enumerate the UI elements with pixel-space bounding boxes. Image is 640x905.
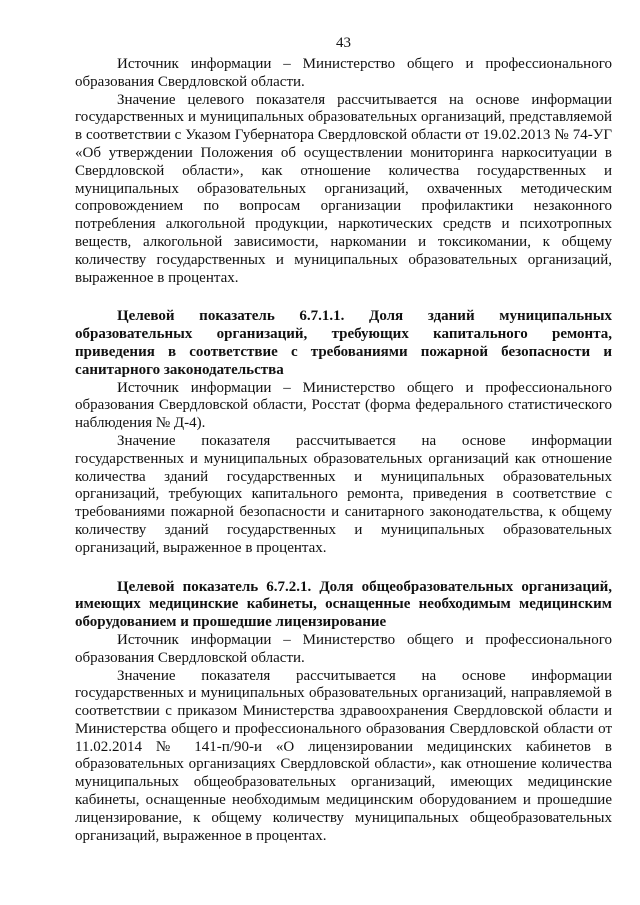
section2-heading: Целевой показатель 6.7.1.1. Доля зданий муниципальных образовательных организаций, требующих капитального ремонта, приведения в соответствие с требованиями пожарной безопасности и санитарного законодательства [75,308,612,378]
section-spacer [75,287,612,308]
section3-heading: Целевой показатель 6.7.2.1. Доля общеобразовательных организаций, имеющих медицинские кабинеты, оснащенные необходимым медицинским оборудованием и прошедшие лицензирование [75,578,612,631]
section1-source-paragraph: Источник информации – Министерство общего и профессионального образования Свердловской области. [75,56,612,90]
section3-value-paragraph: Значение показателя рассчитывается на основе информации государственных и муниципальных образовательных организаций, направляемой в соответствии с приказом Министерства здравоохранения Свердловской области и Министерства общего и профессионального образования Свердловской области от 11.02.2014 № 141-п/90-и «О лицензировании медицинских кабинетов в образовательных организациях Свердловской области», как отношение количества муниципальных общеобразовательных организаций, имеющих медицинские кабинеты, оснащенные необходимым медицинским оборудованием и прошедшие лицензирование, к общему количеству муниципальных общеобразовательных организаций, выраженное в процентах. [75,667,612,844]
section3-source-paragraph: Источник информации – Министерство общего и профессионального образования Свердловской области. [75,631,612,666]
section2-source-paragraph: Источник информации – Министерство общего и профессионального образования Свердловской области, Росстат (форма федерального статистического наблюдения № Д-4). [75,379,612,432]
section2-value-paragraph: Значение показателя рассчитывается на основе информации государственных и муниципальных образовательных организаций как отношение количества зданий государственных и муниципальных образовательных организаций, требующих капитального ремонта, приведения в соответствие с требованиями пожарной безопасности и санитарного законодательства, к общему количеству зданий государственных и муниципальных образовательных организаций, выраженное в процентах. [75,432,612,556]
document-page [75,34,612,845]
section1-value-paragraph: Значение целевого показателя рассчитывается на основе информации государственных и муниципальных образовательных организаций, представляемой в соответствии с Указом Губернатора Свердловской области от 19.02.2013 № 74-УГ «Об утверждении Положения об осуществлении мониторинга наркоситуации в Свердловской области», как отношение количества государственных и муниципальных образовательных организаций, охваченных методическим сопровождением по вопросам организации профилактики незаконного потребления алкогольной продукции, наркотических средств и психотропных веществ, алкогольной зависимости, наркомании и токсикомании, к общему количеству государственных и муниципальных образовательных организаций, выраженное в процентах. [75,91,612,286]
page-number: 43 [336,35,351,51]
section-spacer [75,558,612,579]
